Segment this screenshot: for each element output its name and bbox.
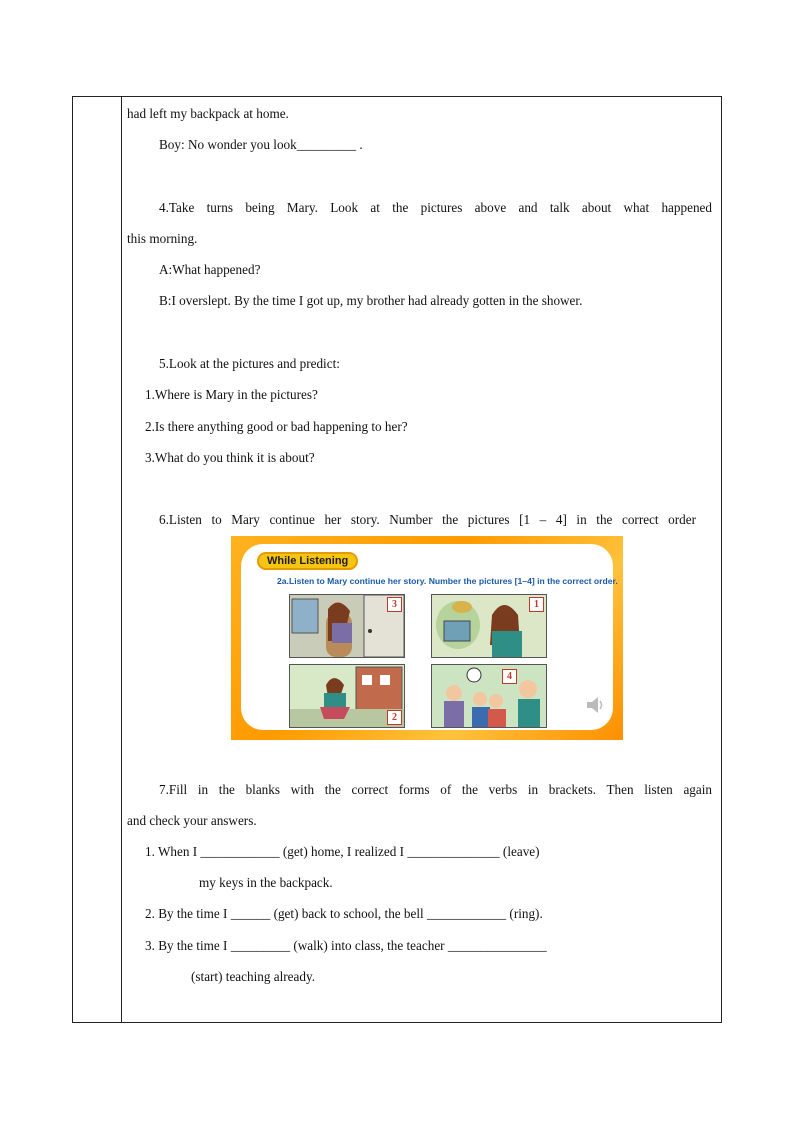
text-line: and check your answers.	[127, 813, 257, 828]
figure-instruction: 2a.Listen to Mary continue her story. Number the pictures [1–4] in the correct order.	[277, 576, 618, 586]
picture-keys	[431, 594, 547, 658]
exercise-item-3: 3. By the time I _________ (walk) into class, the teacher _______________	[145, 938, 547, 953]
figure-panel	[241, 544, 618, 730]
picture-number: 2	[387, 710, 402, 725]
task-5-text: 5.Look at the pictures and predict:	[159, 356, 340, 371]
picture-school	[289, 664, 405, 728]
task-4-text: 4.Take turns being Mary. Look at the pictures above and talk about what happened	[159, 200, 712, 215]
picture-door	[289, 594, 405, 658]
text-line: had left my backpack at home.	[127, 106, 289, 121]
question-3: 3.What do you think it is about?	[145, 450, 315, 465]
text-line: this morning.	[127, 231, 198, 246]
dialogue-b: B:I overslept. By the time I got up, my brother had already gotten in the shower.	[159, 293, 583, 308]
exercise-item-1-continued: my keys in the backpack.	[199, 875, 333, 890]
text-line: Boy: No wonder you look_________ .	[159, 137, 363, 152]
while-listening-badge: While Listening	[257, 552, 358, 570]
task-6-text: 6.Listen to Mary continue her story. Number the pictures [1 – 4] in the correct order	[159, 512, 696, 527]
exercise-item-3-continued: (start) teaching already.	[191, 969, 315, 984]
while-listening-figure	[231, 536, 623, 740]
dialogue-a: A:What happened?	[159, 262, 261, 277]
speaker-icon[interactable]	[585, 696, 605, 714]
picture-number: 3	[387, 597, 402, 612]
task-7-text: 7.Fill in the blanks with the correct forms of the verbs in brackets. Then listen again	[159, 782, 712, 797]
picture-number: 4	[502, 669, 517, 684]
exercise-item-2: 2. By the time I ______ (get) back to school, the bell ____________ (ring).	[145, 906, 543, 921]
question-2: 2.Is there anything good or bad happening to her?	[145, 419, 408, 434]
picture-number: 1	[529, 597, 544, 612]
picture-classroom	[431, 664, 547, 728]
question-1: 1.Where is Mary in the pictures?	[145, 387, 318, 402]
table-column-divider	[121, 97, 122, 1022]
classroom-scene-illustration	[432, 665, 546, 727]
exercise-item-1: 1. When I ____________ (get) home, I realized I ______________ (leave)	[145, 844, 540, 859]
